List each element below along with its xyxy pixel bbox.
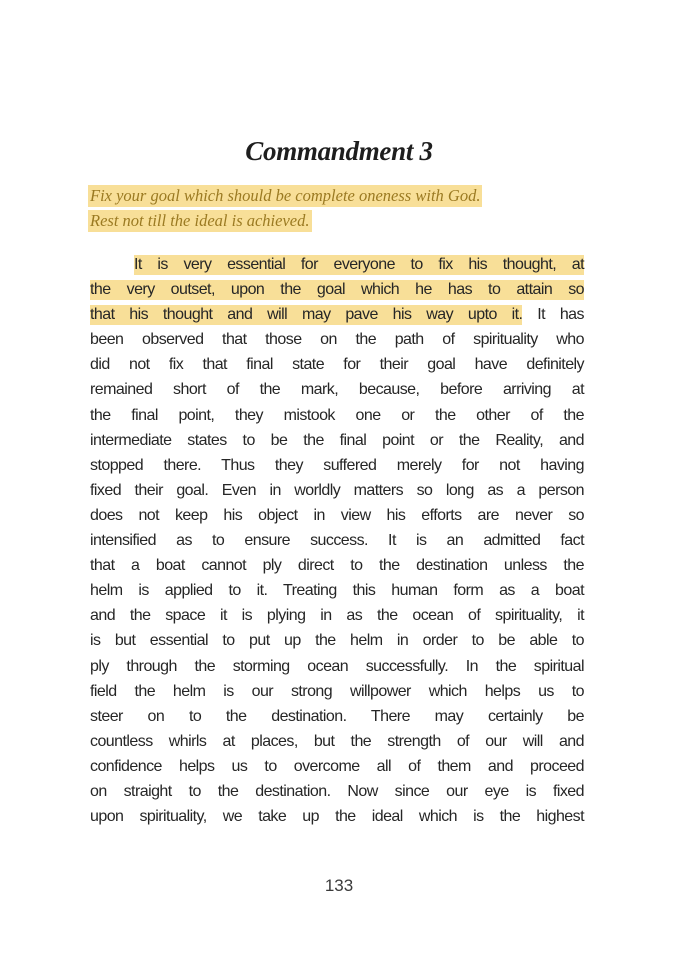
body-line bbox=[90, 654, 584, 679]
body-text-segment: stopped there. Thus they suffered merely for not having bbox=[90, 456, 584, 474]
body-line bbox=[90, 478, 584, 503]
body-line bbox=[90, 403, 584, 428]
body-text-segment: steer on to the destination. There may certainly be bbox=[90, 707, 584, 725]
page-number: 133 bbox=[324, 876, 354, 895]
body-line bbox=[90, 453, 584, 478]
body-line bbox=[90, 252, 584, 277]
body-paragraph bbox=[90, 252, 584, 829]
body-text-segment: been observed that those on the path of spirituality who bbox=[90, 331, 584, 349]
highlighted-motto-text: Fix your goal which should be complete oneness with God. bbox=[90, 186, 481, 205]
body-text-segment: on straight to the destination. Now since our eye is fixed bbox=[90, 782, 584, 800]
highlighted-text: the very outset, upon the goal which he has to attain so bbox=[90, 281, 584, 299]
body-line bbox=[90, 704, 584, 729]
body-line bbox=[90, 804, 584, 829]
body-line bbox=[90, 754, 584, 779]
body-line bbox=[90, 578, 584, 603]
highlighted-motto-text: Rest not till the ideal is achieved. bbox=[90, 211, 310, 230]
body-line bbox=[90, 679, 584, 704]
body-text-segment: is but essential to put up the helm in order to be able to bbox=[90, 632, 584, 650]
motto-line-1 bbox=[88, 183, 592, 208]
body-text-segment: that a boat cannot ply direct to the destination unless the bbox=[90, 557, 584, 575]
body-line bbox=[90, 528, 584, 553]
body-line bbox=[90, 428, 584, 453]
body-text-segment: intensified as to ensure success. It is an admitted fact bbox=[90, 532, 584, 550]
motto-line-2 bbox=[88, 208, 592, 233]
body-text-segment: remained short of the mark, because, before arriving at bbox=[90, 381, 584, 399]
body-text-segment: intermediate states to be the final point or the Reality, and bbox=[90, 431, 584, 449]
page-title: Commandment 3 bbox=[245, 136, 433, 166]
highlighted-text: that his thought and will may pave his way upto it. bbox=[90, 306, 523, 324]
commandment-motto bbox=[88, 183, 592, 233]
body-line bbox=[90, 729, 584, 754]
body-line bbox=[90, 277, 584, 302]
body-text-segment: It has bbox=[522, 306, 584, 324]
body-line bbox=[90, 553, 584, 578]
body-line bbox=[90, 503, 584, 528]
body-text-segment: upon spirituality, we take up the ideal which is the highest bbox=[90, 808, 584, 826]
body-text-segment: and the space it is plying in as the ocean of spirituality, it bbox=[90, 607, 584, 625]
highlighted-text: It is very essential for everyone to fix his thought, at bbox=[134, 256, 584, 273]
body-line bbox=[90, 327, 584, 352]
body-text-segment: the final point, they mistook one or the other of the bbox=[90, 406, 584, 424]
body-line bbox=[90, 779, 584, 804]
body-line bbox=[90, 628, 584, 653]
body-line bbox=[90, 377, 584, 402]
body-text-segment: ply through the storming ocean successfully. In the spiritual bbox=[90, 657, 584, 675]
body-text-segment: field the helm is our strong willpower which helps us to bbox=[90, 682, 584, 700]
body-text-segment: helm is applied to it. Treating this human form as a boat bbox=[90, 582, 584, 600]
body-line bbox=[90, 302, 584, 327]
body-line bbox=[90, 352, 584, 377]
body-text-segment: countless whirls at places, but the strength of our will and bbox=[90, 732, 584, 750]
body-text-segment: fixed their goal. Even in worldly matters so long as a person bbox=[90, 481, 584, 499]
body-text-segment: does not keep his object in view his efforts are never so bbox=[90, 506, 584, 524]
body-text-segment: did not fix that final state for their goal have definitely bbox=[90, 356, 584, 374]
body-line bbox=[90, 603, 584, 628]
body-text-segment: confidence helps us to overcome all of them and proceed bbox=[90, 757, 584, 775]
